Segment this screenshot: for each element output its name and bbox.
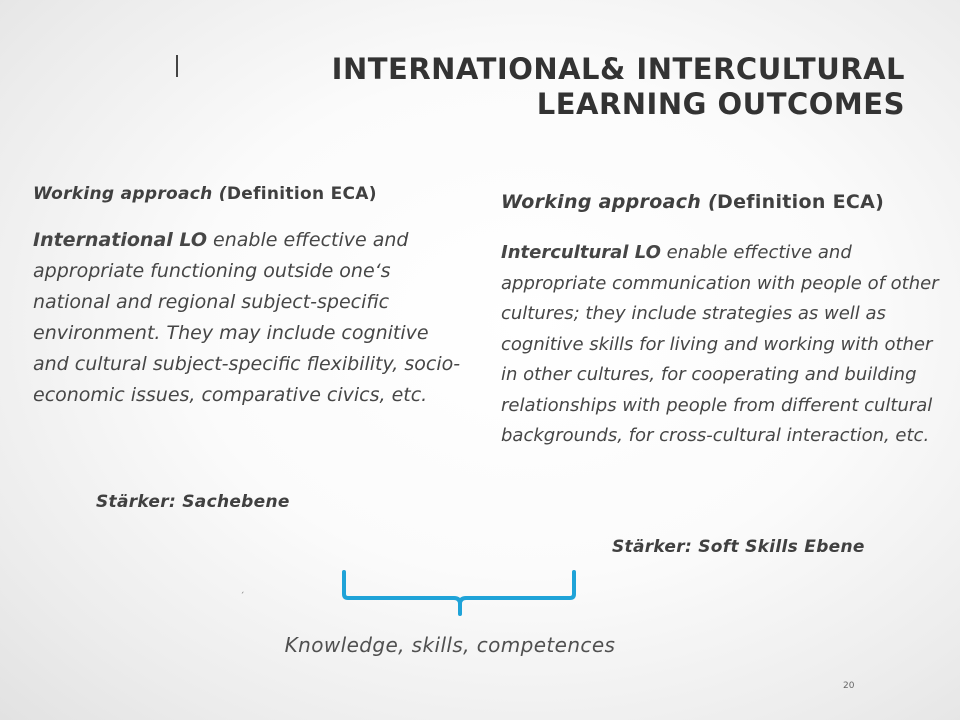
stray-tick-mark: ´ <box>240 592 245 602</box>
title-accent-bar <box>176 55 178 77</box>
slide-title-line-1: INTERNATIONAL& INTERCULTURAL <box>331 52 905 86</box>
slide-title-line-2: LEARNING OUTCOMES <box>536 87 905 121</box>
left-heading-rest: Definition ECA) <box>226 184 377 204</box>
left-staerker-note: Stärker: Sachebene <box>96 492 290 512</box>
left-definition-text: enable effective and appropriate functioning outside one‘s national and regional subject-specific environment. They may include cognitive and cultural subject-specific flexibility, socio-economic issues, comparative civics, etc. <box>33 229 461 406</box>
left-heading <box>33 184 463 204</box>
right-heading-italic: Working approach ( <box>501 191 717 213</box>
right-heading-rest: Definition ECA) <box>717 191 885 213</box>
left-term: International LO <box>33 229 207 251</box>
left-heading-italic: Working approach ( <box>33 184 227 204</box>
bottom-summary-label: Knowledge, skills, competences <box>284 633 616 657</box>
right-staerker-note: Stärker: Soft Skills Ebene <box>612 537 865 557</box>
intercultural-lo-column <box>501 191 941 452</box>
curly-brace-icon <box>340 568 580 618</box>
international-lo-column <box>33 184 463 411</box>
left-definition <box>33 225 463 411</box>
right-definition <box>501 238 941 452</box>
page-number: 20 <box>843 681 855 691</box>
slide-title <box>332 52 905 122</box>
right-heading <box>501 191 941 213</box>
right-definition-text: enable effective and appropriate communication with people of other cultures; they include strategies as well as cognitive skills for living and working with other in other cultures, for cooperating and building relationships with people from different cultural backgrounds, for cross-cultural interaction, etc. <box>501 242 939 446</box>
right-term: Intercultural LO <box>501 242 661 263</box>
